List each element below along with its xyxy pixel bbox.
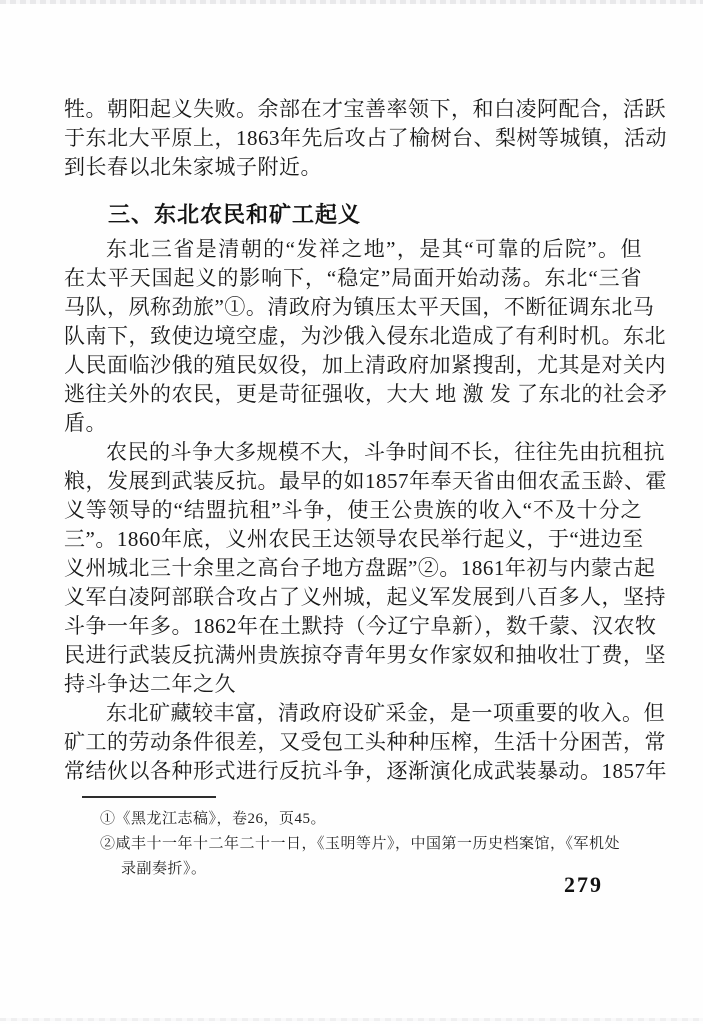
footnote-separator [82, 796, 216, 798]
scan-edge-artifact-bottom [0, 1018, 703, 1021]
body-text [64, 95, 668, 786]
footnotes-section [64, 796, 642, 882]
text-line: 于东北大平原上，1863年先后攻占了榆树台、梨树等城镇，活动 [64, 126, 667, 150]
text-line: 在太平天国起义的影响下，“稳定”局面开始动荡。东北“三省 [64, 266, 642, 290]
text-line: 斗争一年多。1862年在土默持（今辽宁阜新），数千蒙、汉农牧 [64, 614, 657, 638]
text-line: 常结伙以各种形式进行反抗斗争，逐渐演化成武装暴动。1857年 [64, 759, 667, 783]
footnote-1: ①《黑龙江志稿》，卷26，页45。 [100, 811, 327, 827]
text-line: 义州城北三十余里之高台子地方盘踞”②。1861年初与内蒙古起 [64, 556, 656, 580]
page-number: 279 [564, 872, 603, 897]
text-line: 矿工的劳动条件很差，又受包工头种种压榨，生活十分困苦，常 [64, 730, 666, 754]
text-line: 东北矿藏较丰富，清政府设矿采金，是一项重要的收入。但 [106, 701, 665, 725]
section-heading: 三、东北农民和矿工起义 [108, 202, 362, 227]
text-line: 义军白凌阿部联合攻占了义州城，起义军发展到八百多人，坚持 [64, 585, 666, 609]
footnote-2-continued: 录副奏折》。 [121, 861, 207, 877]
paragraph [64, 235, 668, 438]
text-line: 义等领导的“结盟抗租”斗争，使王公贵族的收入“不及十分之 [64, 498, 642, 522]
text-line: 盾。 [64, 411, 107, 435]
text-line: 民进行武装反抗满州贵族掠夺青年男女作家奴和抽收壮丁费，坚 [64, 643, 666, 667]
text-line: 马队，夙称劲旅”①。清政府为镇压太平天国，不断征调东北马 [64, 295, 655, 319]
text-line: 农民的斗争大多规模不大，斗争时间不长，往往先由抗租抗 [106, 440, 665, 464]
text-line: 队南下，致使边境空虚，为沙俄入侵东北造成了有利时机。东北 [64, 324, 666, 348]
footnote-2: ②咸丰十一年十二年二十一日，《玉明等片》，中国第一历史档案馆，《军机处 [100, 836, 621, 852]
paragraph [64, 438, 667, 699]
paragraph [64, 95, 667, 182]
text-line: 到长春以北朱家城子附近。 [64, 155, 322, 179]
text-line: 牲。朝阳起义失败。余部在才宝善率领下，和白凌阿配合，活跃 [64, 97, 666, 121]
paragraph [64, 699, 667, 786]
text-line: 持斗争达二年之久 [64, 672, 236, 696]
text-line: 人民面临沙俄的殖民奴役，加上清政府加紧搜刮，尤其是对关内 [64, 353, 666, 377]
scan-edge-artifact-top [0, 0, 703, 4]
text-line: 逃往关外的农民，更是苛征强收，大大 地 激 发 了东北的社会矛 [64, 382, 668, 406]
text-line: 东北三省是清朝的“发祥之地”，是其“可靠的后院”。但 [106, 237, 642, 261]
text-line: 三”。1860年底，义州农民王达领导农民举行起义，于“进边至 [64, 527, 644, 551]
text-line: 粮，发展到武装反抗。最早的如1857年奉天省由佃农孟玉龄、霍 [64, 469, 667, 493]
